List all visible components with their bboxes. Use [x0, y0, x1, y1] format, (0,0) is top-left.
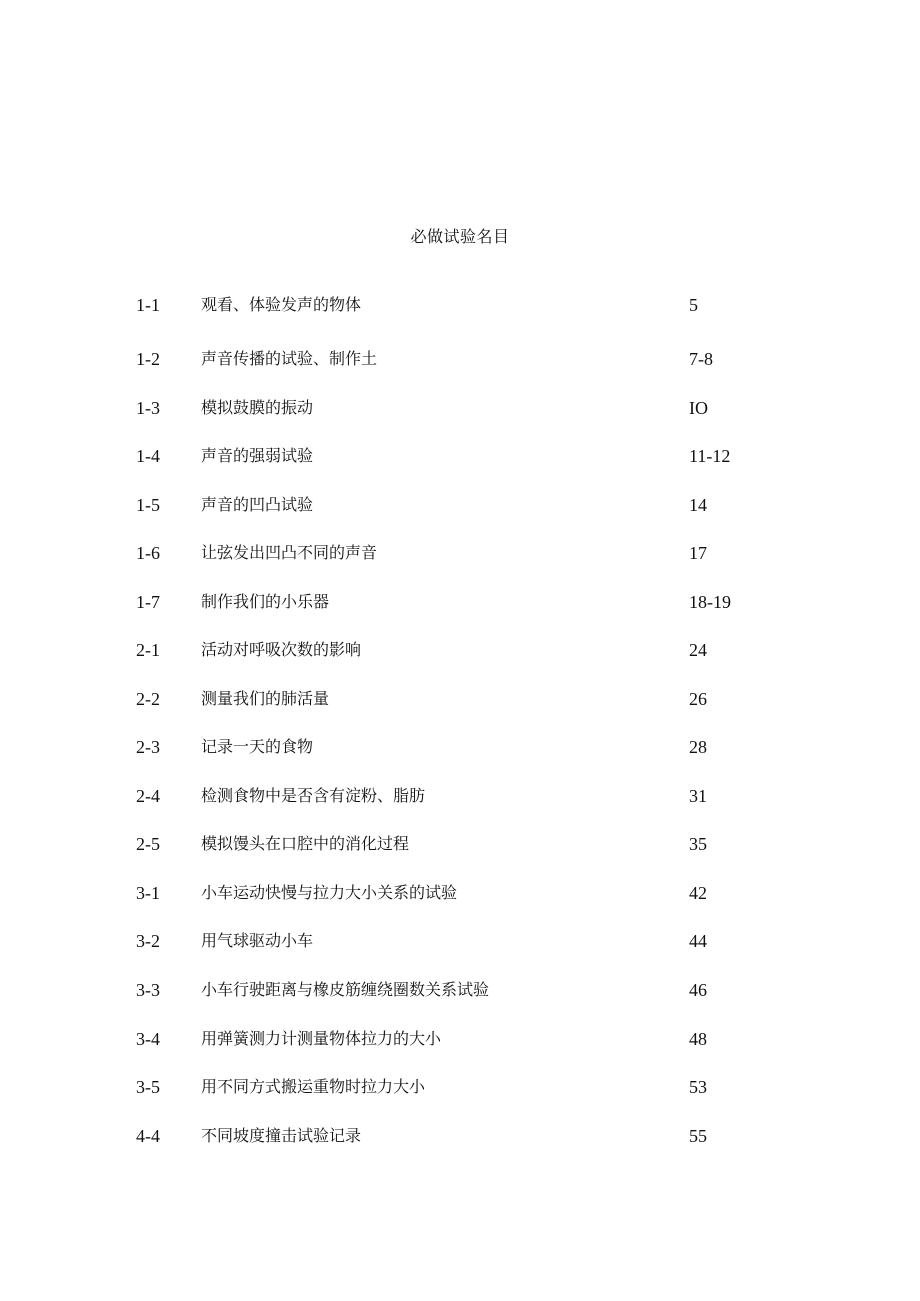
experiment-page: 28 — [689, 737, 707, 757]
experiment-code: 3-3 — [136, 980, 160, 1000]
list-item — [0, 540, 920, 566]
list-item — [0, 292, 920, 318]
experiment-page: 5 — [689, 295, 698, 315]
experiment-code: 1-3 — [136, 398, 160, 418]
list-item — [0, 443, 920, 469]
experiment-name: 让弦发出凹凸不同的声音 — [201, 543, 378, 562]
experiment-page: 35 — [689, 834, 707, 854]
experiment-code: 2-5 — [136, 834, 160, 854]
experiment-code: 4-4 — [136, 1126, 160, 1146]
experiment-page: 42 — [689, 883, 707, 903]
list-item — [0, 734, 920, 760]
list-item — [0, 1074, 920, 1100]
experiment-name: 模拟鼓膜的振动 — [201, 398, 314, 417]
experiment-code: 1-1 — [136, 295, 160, 315]
experiment-page: 11-12 — [689, 446, 731, 466]
experiment-page: 48 — [689, 1029, 707, 1049]
experiment-page: 46 — [689, 980, 707, 1000]
list-item — [0, 880, 920, 906]
list-item — [0, 686, 920, 712]
experiment-name: 用弹簧测力计测量物体拉力的大小 — [201, 1029, 442, 1048]
experiment-code: 1-6 — [136, 543, 160, 563]
experiment-name: 模拟馒头在口腔中的消化过程 — [201, 834, 410, 853]
experiment-name: 声音的凹凸试验 — [201, 495, 314, 514]
experiment-code: 3-4 — [136, 1029, 160, 1049]
list-item — [0, 783, 920, 809]
experiment-name: 观看、体验发声的物体 — [201, 295, 362, 314]
experiment-code: 3-1 — [136, 883, 160, 903]
experiment-code: 2-2 — [136, 689, 160, 709]
experiment-page: 53 — [689, 1077, 707, 1097]
list-item — [0, 637, 920, 663]
list-item — [0, 1026, 920, 1052]
experiment-name: 测量我们的肺活量 — [201, 689, 330, 708]
list-item — [0, 492, 920, 518]
experiment-name: 制作我们的小乐器 — [201, 592, 330, 611]
experiment-name: 检测食物中是否含有淀粉、脂肪 — [201, 786, 426, 805]
experiment-code: 1-5 — [136, 495, 160, 515]
experiment-page: 14 — [689, 495, 707, 515]
experiment-name: 活动对呼吸次数的影响 — [201, 640, 362, 659]
experiment-page: 55 — [689, 1126, 707, 1146]
experiment-name: 不同坡度撞击试验记录 — [201, 1126, 362, 1145]
experiment-page: 26 — [689, 689, 707, 709]
experiment-code: 1-7 — [136, 592, 160, 612]
experiment-code: 3-5 — [136, 1077, 160, 1097]
experiment-page: 7-8 — [689, 349, 713, 369]
experiment-name: 小车行驶距离与橡皮筋缠绕圈数关系试验 — [201, 980, 490, 999]
experiment-page: 44 — [689, 931, 707, 951]
experiment-page: 24 — [689, 640, 707, 660]
experiment-code: 1-2 — [136, 349, 160, 369]
experiment-name: 记录一天的食物 — [201, 737, 314, 756]
list-item — [0, 831, 920, 857]
list-item — [0, 589, 920, 615]
experiment-page: 17 — [689, 543, 707, 563]
experiment-name: 用不同方式搬运重物时拉力大小 — [201, 1077, 426, 1096]
page-title: 必做试验名目 — [410, 227, 510, 246]
list-item — [0, 928, 920, 954]
experiment-code: 1-4 — [136, 446, 160, 466]
experiment-name: 声音传播的试验、制作土 — [201, 349, 378, 368]
experiment-name: 小车运动快慢与拉力大小关系的试验 — [201, 883, 458, 902]
experiment-name: 用气球驱动小车 — [201, 931, 314, 950]
experiment-code: 2-1 — [136, 640, 160, 660]
list-item — [0, 1123, 920, 1149]
list-item — [0, 977, 920, 1003]
experiment-code: 2-3 — [136, 737, 160, 757]
experiment-page: 31 — [689, 786, 707, 806]
experiment-code: 3-2 — [136, 931, 160, 951]
experiment-name: 声音的强弱试验 — [201, 446, 314, 465]
experiment-page: IO — [689, 398, 708, 418]
experiment-page: 18-19 — [689, 592, 731, 612]
list-item — [0, 346, 920, 372]
list-item — [0, 395, 920, 421]
experiment-code: 2-4 — [136, 786, 160, 806]
